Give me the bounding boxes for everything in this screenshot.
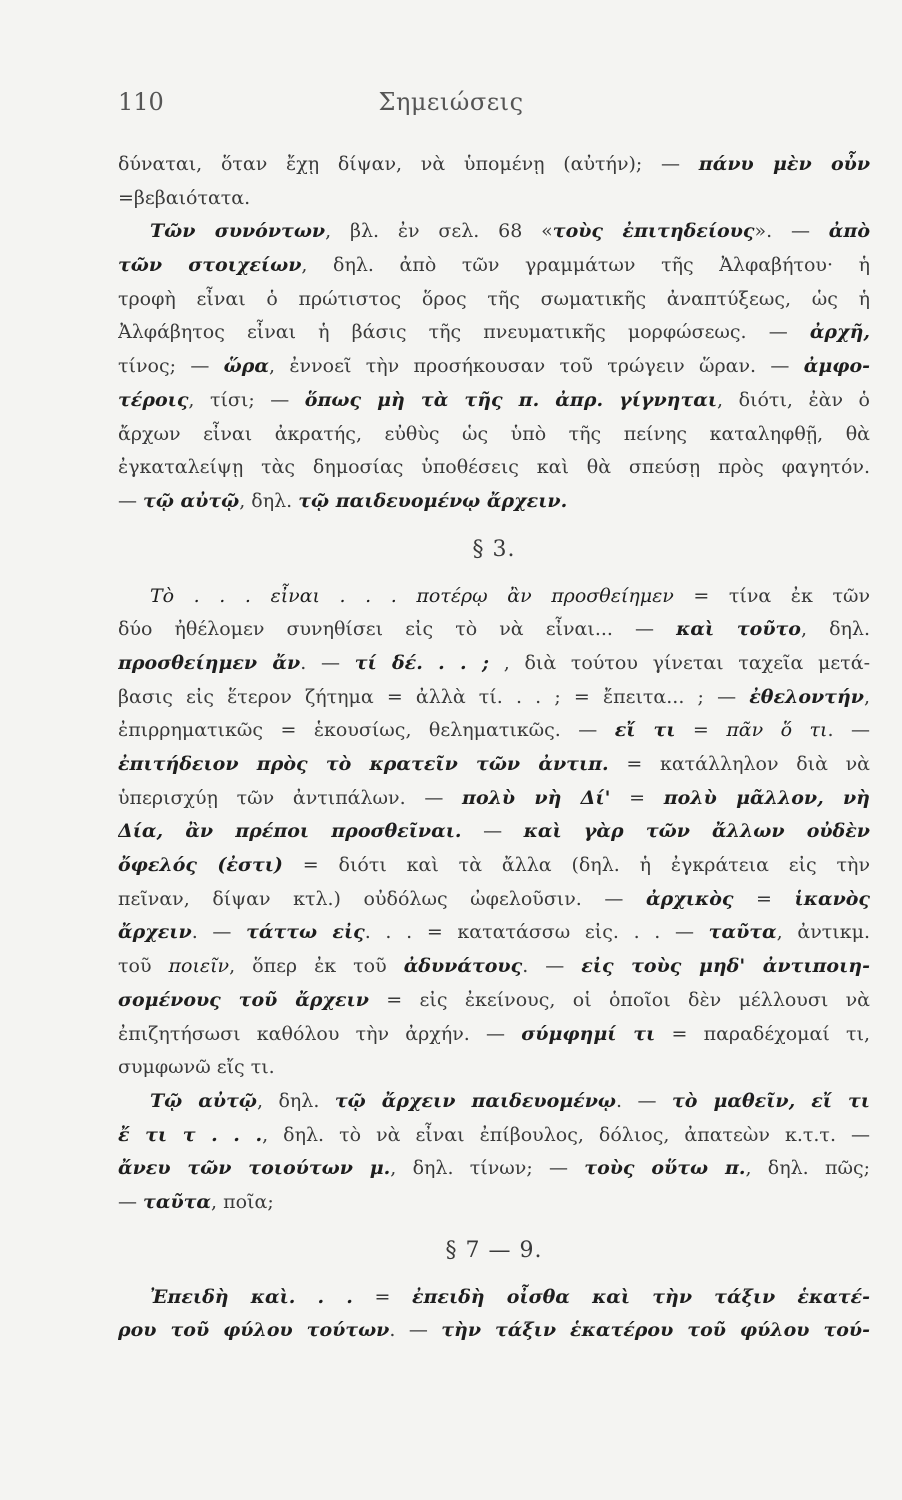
emphasized-term [118, 820, 462, 842]
emphasized-term [118, 389, 188, 411]
emphasized-term: τέροις [118, 388, 189, 411]
text-line [118, 647, 870, 681]
emphasized-term: τῷ παιδευομένῳ ἄρχειν. [298, 489, 568, 512]
emphasized-term: εἴ τι [614, 719, 676, 742]
text-segment: . — [827, 719, 870, 742]
emphasized-term [404, 955, 523, 977]
emphasized-term [412, 1286, 870, 1308]
text-segment: ἐπιρρηματικῶς = ἑκουσίως, θεληματικῶς. — [118, 719, 615, 742]
text-segment: ἐγκαταλείψῃ τὰς δημοσίας ὑποθέσεις καὶ θὰ σπεύσῃ πρὸς φαγητόν. [118, 456, 870, 479]
emphasized-term [150, 220, 325, 242]
text-segment: δύναται, ὅταν ἔχῃ δίψαν, νὰ ὑπομένῃ (αὐτήν); — [118, 153, 699, 175]
text-segment: ἐπιζητήσωσι καθόλου τὴν ἀρχήν. — [118, 1022, 522, 1045]
emphasized-term: τοὺς ἐπιτηδείους [552, 220, 755, 243]
text-line [118, 283, 870, 317]
text-line [118, 148, 870, 182]
text-line [118, 1051, 870, 1085]
text-segment: . — [616, 1089, 672, 1112]
emphasized-term [118, 1124, 262, 1146]
text-segment: . — [522, 955, 582, 978]
text-segment: — [118, 489, 144, 512]
emphasized-term: τοὺς οὕτω π. [584, 1157, 746, 1180]
emphasized-term: Ἐπειδὴ καὶ. . . [150, 1285, 353, 1308]
emphasized-term: ρου τοῦ φύλου τούτων [118, 1319, 390, 1342]
text-line [118, 316, 870, 350]
text-line [118, 580, 870, 614]
emphasized-term [355, 652, 489, 674]
emphasized-term [584, 1157, 745, 1179]
text-segment: = [610, 786, 664, 809]
emphasized-term [441, 1319, 870, 1341]
emphasized-term: σομένους τοῦ ἄρχειν [118, 988, 369, 1011]
emphasized-term [664, 787, 870, 809]
text-segment: τροφὴ εἶναι ὁ πρώτιστος ὅρος τῆς σωματικῆς ἀναπτύξεως, ὡς ἡ [118, 287, 870, 310]
text-line [118, 1186, 870, 1220]
text-segment: = διότι καὶ τὰ ἄλλα (δηλ. ἡ ἐγκράτεια εἰς τὴν [282, 854, 870, 877]
text-line [118, 782, 870, 816]
text-segment: , ποῖα; [211, 1190, 274, 1213]
emphasized-term [615, 719, 676, 741]
text-segment: — [461, 820, 524, 843]
text-segment: , δηλ. [239, 489, 299, 512]
text-segment: συμφωνῶ εἴς τι. [118, 1056, 275, 1079]
text-line [118, 485, 870, 519]
text-segment: , δηλ. ἀπὸ τῶν γραμμάτων τῆς Ἀλφαβήτου· ἡ [301, 254, 870, 277]
text-segment: , δηλ. τίνων; — [390, 1157, 585, 1180]
text-segment: . — [389, 1319, 442, 1342]
emphasized-term: εἰς τοὺς μηδ' ἀντιποιη- [581, 955, 870, 978]
emphasized-term [118, 652, 300, 674]
text-line [118, 613, 870, 647]
text-line [118, 916, 870, 950]
emphasized-term [810, 321, 870, 343]
emphasized-term: τί δέ. . . ; [354, 651, 489, 674]
emphasized-term [143, 1191, 211, 1213]
text-segment: , ἀντικμ. [776, 921, 870, 944]
emphasized-term: Τῶν συνόντων [150, 220, 326, 243]
emphasized-term: ὅπως μὴ τὰ τῆς π. ἀπρ. γίγνηται [304, 388, 718, 411]
emphasized-term: τῷ αὐτῷ [143, 489, 240, 512]
emphasized-term: ἄρχειν [118, 921, 192, 944]
emphasized-term [672, 1090, 870, 1112]
text-segment: ἄρχων εἶναι ἀκρατής, εὐθὺς ὡς ὑπὸ τῆς πείνης καταληφθῇ, θὰ [118, 422, 870, 445]
emphasized-term: σύμφημί τι [521, 1022, 656, 1045]
page-header [118, 88, 784, 124]
emphasized-term: Τῷ αὐτῷ [150, 1089, 257, 1112]
emphasized-term: ἀρχικὸς [646, 887, 734, 910]
emphasized-term [521, 1023, 655, 1045]
emphasized-term: ταῦτα [708, 921, 777, 944]
emphasized-term [804, 355, 870, 377]
page-body [118, 148, 870, 1348]
emphasized-term [150, 1286, 353, 1308]
text-segment: , ἐννοεῖ τὴν προσήκουσαν τοῦ τρώγειν ὥραν. — [269, 355, 804, 378]
text-segment: . . . = κατατάσσω εἰς. . . — [364, 921, 709, 944]
emphasized-term [524, 820, 870, 842]
running-title: Σημειώσεις [378, 88, 524, 116]
text-line [118, 681, 870, 715]
text-line [118, 815, 870, 849]
emphasized-term: καὶ γὰρ τῶν ἄλλων οὐδὲν [523, 820, 870, 843]
text-line [118, 384, 870, 418]
text-line [118, 883, 870, 917]
emphasized-term: ἄνευ τῶν τοιούτων μ. [118, 1157, 391, 1180]
emphasized-term [150, 1090, 257, 1112]
text-segment: , βλ. ἐν σελ. 68 « [325, 220, 553, 243]
emphasized-term [709, 921, 777, 943]
emphasized-term: ποιεῖν [168, 955, 230, 978]
emphasized-term [118, 854, 283, 876]
text-line [118, 249, 870, 283]
text-segment: = εἰς ἐκείνους, οἱ ὁποῖοι δὲν μέλλουσι νὰ [368, 988, 870, 1011]
text-line [118, 350, 870, 384]
text-segment: δύο ἠθέλομεν συνηθίσει εἰς τὸ νὰ εἶναι... — [118, 618, 677, 641]
emphasized-term [143, 490, 239, 512]
emphasized-term [676, 618, 801, 640]
text-segment: = [352, 1285, 412, 1308]
page-number: 110 [118, 88, 164, 116]
emphasized-term: ἀμφο- [803, 355, 870, 378]
text-segment: = παραδέχομαί τι, [655, 1022, 870, 1045]
emphasized-term [553, 220, 755, 242]
emphasized-term: ἀδυνάτους [403, 955, 523, 978]
emphasized-term [829, 220, 870, 242]
emphasized-term: ὥρα [223, 355, 269, 378]
emphasized-term [749, 686, 864, 708]
emphasized-term: ἀρχῆ, [809, 321, 870, 344]
text-line [118, 714, 870, 748]
text-segment: = [733, 887, 795, 910]
emphasized-term [462, 787, 610, 809]
emphasized-term: ταῦτα [143, 1190, 212, 1213]
emphasized-term: πολὺ μᾶλλον, νὴ [663, 786, 870, 809]
text-segment: , διότι, ἐὰν ὁ [717, 388, 870, 411]
emphasized-term: καὶ τοῦτο [676, 618, 801, 641]
emphasized-term: ἐπειδὴ οἶσθα καὶ τὴν τάξιν ἑκατέ- [411, 1285, 870, 1308]
emphasized-term [118, 1319, 389, 1341]
emphasized-term [118, 1157, 390, 1179]
text-segment: ». — [754, 220, 829, 243]
emphasized-term [224, 355, 269, 377]
emphasized-term [581, 955, 870, 977]
text-segment: πεῖναν, δίψαν κτλ.) οὐδόλως ὠφελοῦσιν. — [118, 887, 646, 910]
text-segment: = [675, 719, 727, 742]
emphasized-term [795, 888, 870, 910]
emphasized-term: ἐπιτήδειον πρὸς τὸ κρατεῖν τῶν ἀντιπ. [118, 753, 609, 775]
emphasized-term: τὸ μαθεῖν, εἴ τι [671, 1089, 870, 1112]
emphasized-term [118, 989, 369, 1011]
emphasized-term [305, 389, 717, 411]
text-segment: , διὰ τούτου γίνεται ταχεῖα μετά- [488, 651, 870, 674]
text-segment: βασις εἰς ἕτερον ζήτημα = ἀλλὰ τί. . . ; = ἔπειτα... ; — [118, 685, 750, 708]
text-line [118, 1314, 870, 1348]
text-segment: , δηλ. [256, 1089, 335, 1112]
emphasized-term: πάνυ μὲν οὖν [698, 153, 870, 175]
text-segment: Ἀλφάβητος εἶναι ἡ βάσις τῆς πνευματικῆς μορφώσεως. — [118, 321, 810, 344]
emphasized-term [646, 888, 733, 910]
emphasized-term: ὄφελός (ἐστι) [118, 854, 283, 877]
text-segment: =βεβαιότατα. [118, 186, 251, 209]
emphasized-term [335, 1090, 616, 1112]
emphasized-term: τὴν τάξιν ἑκατέρου τοῦ φύλου τού- [441, 1319, 870, 1342]
emphasized-term [118, 921, 192, 943]
text-segment: , δηλ. τὸ νὰ εἶναι ἐπίβουλος, δόλιος, ἀπατεὼν κ.τ.τ. — [262, 1123, 870, 1146]
emphasized-term: Τὸ . . . εἶναι . . . ποτέρῳ ἂν προσθείημεν [150, 584, 674, 607]
emphasized-term [118, 753, 609, 775]
text-line [118, 418, 870, 452]
text-segment: , δηλ. πῶς; [745, 1157, 870, 1180]
section-heading: § 7 — 9. [445, 1237, 543, 1263]
text-segment: τοῦ [118, 955, 169, 978]
text-line [118, 182, 870, 216]
text-segment: = τίνα ἐκ τῶν [673, 584, 870, 607]
text-segment: ὑπερισχύῃ τῶν ἀντιπάλων. — [118, 786, 463, 809]
text-line [118, 215, 870, 249]
text-line [118, 748, 870, 782]
emphasized-term: ἱκανὸς [794, 887, 870, 910]
emphasized-term: Δία, ἂν πρέποι προσθεῖναι. [118, 820, 462, 843]
text-line [118, 849, 870, 883]
text-segment: , ὅπερ ἐκ τοῦ [229, 955, 404, 978]
emphasized-term [298, 490, 567, 512]
text-segment: . — [191, 921, 247, 944]
text-line [118, 984, 870, 1018]
emphasized-term: πᾶν ὅ τι [726, 719, 828, 742]
text-segment: . — [300, 651, 355, 674]
emphasized-term: τῷ ἄρχειν παιδευομένῳ [334, 1089, 616, 1112]
text-segment: — [118, 1190, 144, 1213]
text-line [118, 1018, 870, 1052]
emphasized-term [699, 153, 870, 175]
emphasized-term: πολὺ νὴ Δί' [462, 786, 611, 809]
text-line [118, 1281, 870, 1315]
text-line [118, 1119, 870, 1153]
emphasized-term: ἐθελοντήν [749, 685, 864, 708]
text-line [118, 451, 870, 485]
text-line [118, 950, 870, 984]
emphasized-term: τάττω εἰς [246, 921, 365, 944]
text-segment: , τίσι; — [188, 388, 305, 411]
emphasized-term [118, 254, 301, 276]
emphasized-term: ἀπὸ [828, 220, 870, 243]
text-segment: , [863, 685, 870, 708]
emphasized-term: προσθείημεν ἄν [118, 651, 301, 674]
emphasized-term: τῶν στοιχείων [118, 254, 302, 277]
text-segment: , δηλ. [800, 618, 870, 641]
text-segment: τίνος; — [118, 355, 224, 378]
emphasized-term: ἔ τι τ . . . [118, 1123, 263, 1146]
text-line [118, 1152, 870, 1186]
text-segment: = κατάλληλον διὰ νὰ [608, 753, 870, 775]
text-line [118, 1085, 870, 1119]
emphasized-term [246, 921, 365, 943]
section-heading: § 3. [472, 536, 516, 562]
